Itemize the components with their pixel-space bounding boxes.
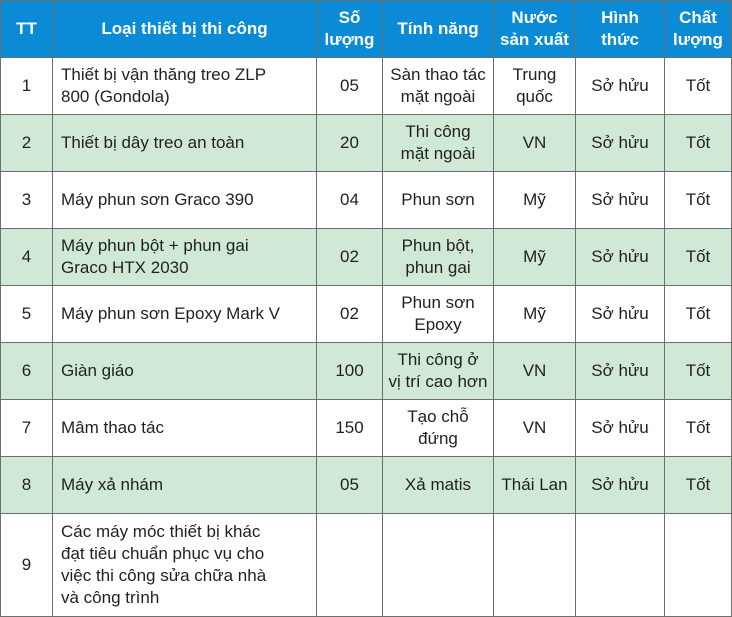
cell-feature: Phun sơn xyxy=(383,172,494,229)
cell-feature: Phun bột, phun gai xyxy=(383,229,494,286)
cell-quality: Tốt xyxy=(665,400,732,457)
cell-quantity: 05 xyxy=(317,457,383,514)
cell-ownership: Sở hửu xyxy=(576,400,665,457)
header-origin: Nước sản xuất xyxy=(494,1,576,58)
cell-feature: Tạo chỗ đứng xyxy=(383,400,494,457)
cell-quantity: 100 xyxy=(317,343,383,400)
cell-tt: 7 xyxy=(1,400,53,457)
cell-feature: Thi công mặt ngoài xyxy=(383,115,494,172)
cell-ownership: Sở hửu xyxy=(576,172,665,229)
cell-ownership xyxy=(576,514,665,617)
cell-equipment-name: Máy phun sơn Epoxy Mark V xyxy=(53,286,317,343)
cell-origin: Mỹ xyxy=(494,286,576,343)
cell-tt: 2 xyxy=(1,115,53,172)
cell-quality: Tốt xyxy=(665,286,732,343)
cell-feature: Thi công ở vị trí cao hơn xyxy=(383,343,494,400)
cell-quality: Tốt xyxy=(665,229,732,286)
table-row xyxy=(1,58,732,115)
header-quality: Chất lượng xyxy=(665,1,732,58)
cell-quality: Tốt xyxy=(665,457,732,514)
cell-quantity xyxy=(317,514,383,617)
cell-ownership: Sở hửu xyxy=(576,286,665,343)
table-row xyxy=(1,400,732,457)
cell-tt: 1 xyxy=(1,58,53,115)
cell-tt: 4 xyxy=(1,229,53,286)
cell-origin: Thái Lan xyxy=(494,457,576,514)
cell-quantity: 02 xyxy=(317,286,383,343)
cell-origin: VN xyxy=(494,343,576,400)
table-row xyxy=(1,229,732,286)
table-row xyxy=(1,343,732,400)
cell-equipment-name: Giàn giáo xyxy=(53,343,317,400)
cell-feature: Phun sơn Epoxy xyxy=(383,286,494,343)
cell-quality: Tốt xyxy=(665,58,732,115)
cell-quantity: 150 xyxy=(317,400,383,457)
cell-equipment-name: Thiết bị dây treo an toàn xyxy=(53,115,317,172)
cell-quality: Tốt xyxy=(665,172,732,229)
header-row xyxy=(1,1,732,58)
cell-quantity: 02 xyxy=(317,229,383,286)
cell-origin: VN xyxy=(494,400,576,457)
cell-origin: Mỹ xyxy=(494,172,576,229)
header-quantity: Số lượng xyxy=(317,1,383,58)
cell-ownership: Sở hửu xyxy=(576,115,665,172)
cell-tt: 5 xyxy=(1,286,53,343)
cell-quality: Tốt xyxy=(665,115,732,172)
cell-equipment-name: Máy xả nhám xyxy=(53,457,317,514)
cell-ownership: Sở hửu xyxy=(576,457,665,514)
cell-quantity: 05 xyxy=(317,58,383,115)
cell-tt: 3 xyxy=(1,172,53,229)
cell-tt: 8 xyxy=(1,457,53,514)
cell-origin xyxy=(494,514,576,617)
table-row xyxy=(1,286,732,343)
cell-equipment-name: Máy phun sơn Graco 390 xyxy=(53,172,317,229)
table-row xyxy=(1,457,732,514)
cell-quantity: 20 xyxy=(317,115,383,172)
cell-feature: Xả matis xyxy=(383,457,494,514)
cell-tt: 6 xyxy=(1,343,53,400)
table-row xyxy=(1,172,732,229)
cell-quantity: 04 xyxy=(317,172,383,229)
cell-origin: Mỹ xyxy=(494,229,576,286)
cell-equipment-name: Máy phun bột + phun gai Graco HTX 2030 xyxy=(53,229,317,286)
cell-quality xyxy=(665,514,732,617)
cell-ownership: Sở hửu xyxy=(576,58,665,115)
cell-equipment-name: Mâm thao tác xyxy=(53,400,317,457)
cell-origin: VN xyxy=(494,115,576,172)
cell-tt: 9 xyxy=(1,514,53,617)
cell-feature: Sàn thao tác mặt ngoài xyxy=(383,58,494,115)
header-equipment-type: Loại thiết bị thi công xyxy=(53,1,317,58)
header-tt: TT xyxy=(1,1,53,58)
cell-equipment-name: Thiết bị vận thăng treo ZLP 800 (Gondola) xyxy=(53,58,317,115)
cell-ownership: Sở hửu xyxy=(576,343,665,400)
header-feature: Tính năng xyxy=(383,1,494,58)
cell-quality: Tốt xyxy=(665,343,732,400)
table-row xyxy=(1,514,732,617)
cell-ownership: Sở hửu xyxy=(576,229,665,286)
cell-feature xyxy=(383,514,494,617)
cell-equipment-name: Các máy móc thiết bị khác đạt tiêu chuẩn phục vụ cho việc thi công sửa chữa nhà và công trình xyxy=(53,514,317,617)
cell-origin: Trung quốc xyxy=(494,58,576,115)
header-ownership: Hình thức xyxy=(576,1,665,58)
table-row xyxy=(1,115,732,172)
